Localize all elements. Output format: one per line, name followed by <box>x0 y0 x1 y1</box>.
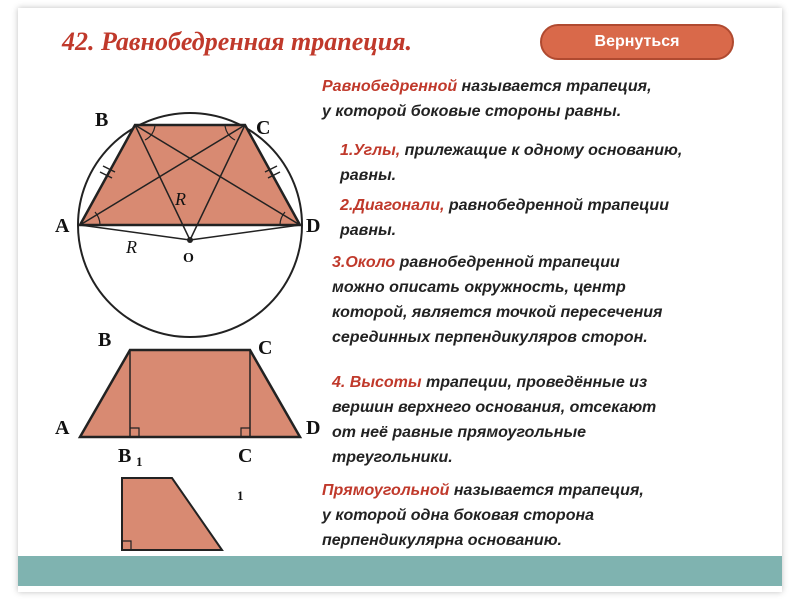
property-1-num: 1.Углы, <box>340 142 401 159</box>
property-4-line1: трапеции, проведённые из <box>421 374 648 391</box>
property-4-num: 4. Высоты <box>332 374 422 391</box>
label-d2: D <box>306 417 321 439</box>
label-c: C <box>256 117 271 139</box>
property-3-line4: серединных перпендикуляров сторон. <box>332 329 648 346</box>
label-d: D <box>306 215 321 237</box>
label-a: A <box>55 215 70 237</box>
property-3-line2: можно описать окружность, центр <box>332 279 626 296</box>
property-3-line3: которой, является точкой пересечения <box>332 304 663 321</box>
definition-term: Равнобедренной <box>322 78 458 95</box>
right-trapezoid-figure <box>122 478 222 550</box>
definition-line1: называется трапеция, <box>457 78 652 95</box>
label-c2: C <box>258 337 273 359</box>
property-1-line2: равны. <box>340 167 397 184</box>
property-3-num: 3.Около <box>332 254 396 271</box>
trapezoid-heights <box>80 350 300 437</box>
property-2-num: 2.Диагонали, <box>340 197 445 214</box>
trapezoid-heights-figure <box>55 329 320 503</box>
property-4-line3: от неё равные прямоугольные <box>332 424 587 441</box>
right-def-term: Прямоугольной <box>322 482 450 499</box>
right-trapezoid <box>122 478 222 550</box>
center-point-o <box>187 237 193 243</box>
trapezoid-abcd <box>80 125 300 225</box>
label-b1-sub: 1 <box>136 454 143 469</box>
label-r-2: R <box>126 237 137 257</box>
property-4-line2: вершин верхнего основания, отсекают <box>332 399 657 416</box>
label-r-1: R <box>175 189 186 209</box>
label-c1: C <box>238 445 253 467</box>
property-4-line4: треугольники. <box>332 449 453 466</box>
label-a2: A <box>55 417 70 439</box>
property-2-line2: равны. <box>340 222 397 239</box>
radius-od <box>190 225 300 240</box>
label-b1: B <box>118 445 132 467</box>
label-c1-sub: 1 <box>237 488 244 503</box>
property-2-line1: равнобедренной трапеции <box>444 197 669 214</box>
definition-line2: у которой боковые стороны равны. <box>322 103 622 120</box>
right-def-line1: называется трапеция, <box>449 482 644 499</box>
property-1-line1: прилежащие к одному основанию, <box>400 142 683 159</box>
right-def-line2: у которой одна боковая сторона <box>322 507 595 524</box>
label-b2: B <box>98 329 112 351</box>
inscribed-trapezoid-figure <box>55 109 320 337</box>
page-title: 42. Равнобедренная трапеция. <box>62 27 413 56</box>
label-o: O <box>183 251 194 266</box>
property-3-line1: равнобедренной трапеции <box>395 254 620 271</box>
back-button[interactable]: Вернуться <box>540 24 734 60</box>
right-def-line3: перпендикулярна основанию. <box>322 532 562 549</box>
label-b: B <box>95 109 109 131</box>
